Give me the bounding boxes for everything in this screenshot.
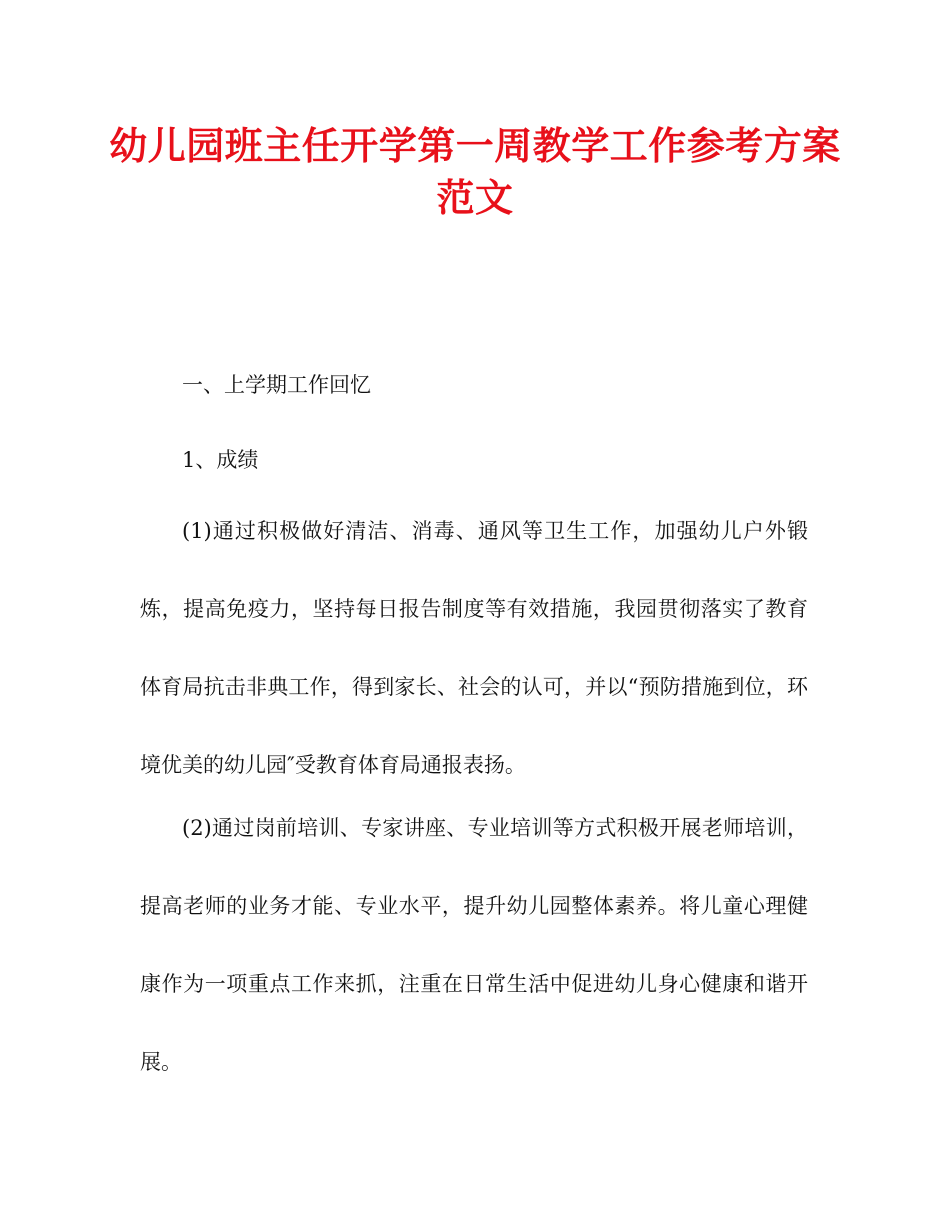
paragraph-1: (1)通过积极做好清洁、消毒、通风等卫生工作，加强幼儿户外锻炼，提高免疫力，坚持每日报告制度等有效措施，我园贯彻落实了教育体育局抗击非典工作，得到家长、社会的认可，并以“预防措施到位，环境优美的幼儿园″受教育体育局通报表扬。 [140,519,808,777]
document-title: 幼儿园班主任开学第一周教学工作参考方案范文 [109,124,841,220]
section-heading: 一、上学期工作回忆 [182,373,371,397]
subsection-heading: 1、成绩 [182,448,259,472]
paragraph-2: (2)通过岗前培训、专家讲座、专业培训等方式积极开展老师培训，提高老师的业务才能、专业水平，提升幼儿园整体素养。将儿童心理健康作为一项重点工作来抓，注重在日常生活中促进幼儿身心健康和谐开展。 [140,816,808,1074]
